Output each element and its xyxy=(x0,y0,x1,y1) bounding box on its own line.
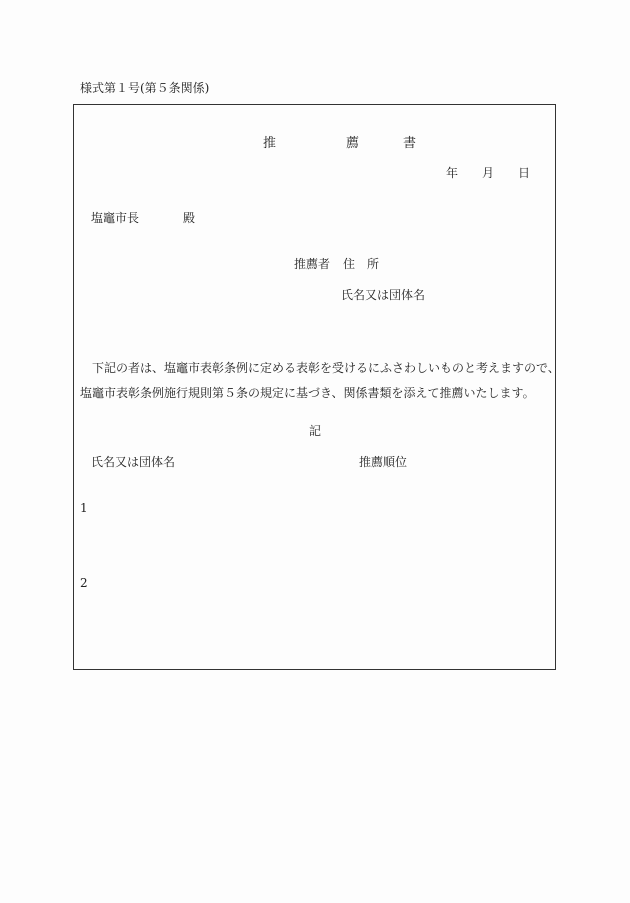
body-text-line-1: 下記の者は、塩竈市表彰条例に定める表彰を受けるにふさわしいものと考えますので、 xyxy=(92,361,560,375)
addressee-line xyxy=(91,212,195,224)
recommender-name-label: 氏名又は団体名 xyxy=(341,288,426,302)
title-char-1: 推 xyxy=(263,136,277,151)
title-char-3: 書 xyxy=(403,136,417,151)
addressee-honorific: 殿 xyxy=(183,211,196,225)
recommender-label: 推薦者 xyxy=(294,257,331,271)
date-line xyxy=(446,167,530,179)
entry-number-2: 2 xyxy=(80,576,88,590)
date-day-label: 日 xyxy=(518,166,531,180)
document-title xyxy=(263,137,416,150)
entry-number-1: 1 xyxy=(80,501,88,515)
column-header-name: 氏名又は団体名 xyxy=(91,455,176,469)
recommender-address-label: 住 所 xyxy=(343,257,380,271)
column-header-rank: 推薦順位 xyxy=(359,455,408,469)
recommender-address-line xyxy=(294,258,379,270)
addressee-name: 塩竈市長 xyxy=(91,211,140,225)
ki-heading: 記 xyxy=(309,424,322,438)
date-year-label: 年 xyxy=(446,166,459,180)
body-text-line-2: 塩竈市表彰条例施行規則第５条の規定に基づき、関係書類を添えて推薦いたします。 xyxy=(80,386,535,400)
form-number-label: 様式第１号(第５条関係) xyxy=(80,81,210,95)
date-month-label: 月 xyxy=(482,166,495,180)
title-char-2: 薦 xyxy=(346,136,360,151)
